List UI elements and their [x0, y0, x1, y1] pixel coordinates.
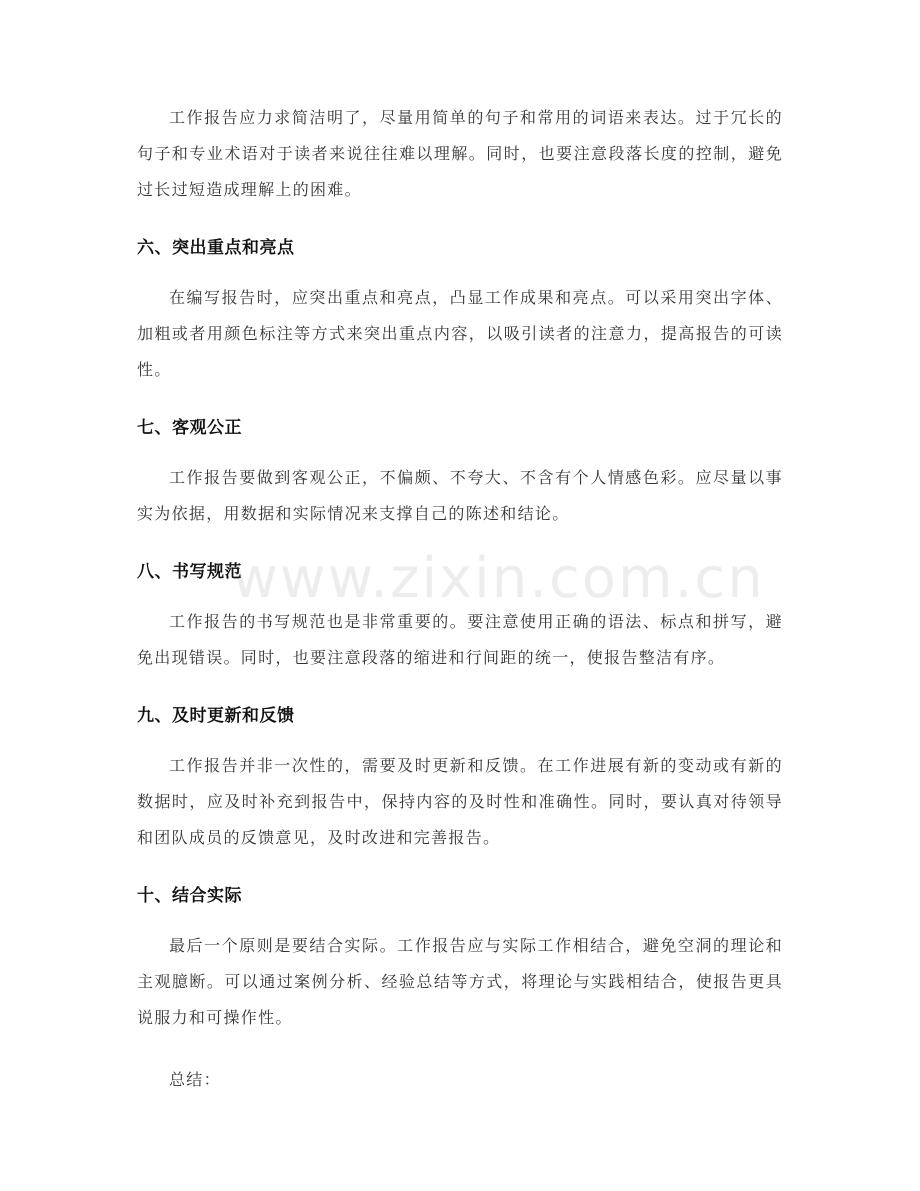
- document-page: [137, 100, 783, 1098]
- section-heading-7: 七、客观公正: [137, 418, 242, 438]
- section-body-8: 工作报告的书写规范也是非常重要的。要注意使用正确的语法、标点和拼写，避免出现错误。同时，也要注意段落的缩进和行间距的统一，使报告整洁有序。: [137, 612, 783, 667]
- summary-label: 总结：: [169, 1070, 221, 1089]
- section-heading-10: 十、结合实际: [137, 886, 242, 906]
- section-body-9: 工作报告并非一次性的，需要及时更新和反馈。在工作进展有新的变动或有新的数据时，应及时补充到报告中，保持内容的及时性和准确性。同时，要认真对待领导和团队成员的反馈意见，及时改进和完善报告。: [137, 756, 783, 847]
- section-heading-6: 六、突出重点和亮点: [137, 238, 295, 258]
- section-body-6: 在编写报告时，应突出重点和亮点，凸显工作成果和亮点。可以采用突出字体、加粗或者用颜色标注等方式来突出重点内容，以吸引读者的注意力，提高报告的可读性。: [137, 288, 783, 379]
- section-body-7: 工作报告要做到客观公正，不偏颇、不夸大、不含有个人情感色彩。应尽量以事实为依据，用数据和实际情况来支撑自己的陈述和结论。: [137, 468, 783, 523]
- watermark: www.zixin.com.cn: [232, 546, 765, 611]
- section-heading-9: 九、及时更新和反馈: [137, 706, 295, 726]
- section-heading-8: 八、书写规范: [137, 562, 242, 582]
- section-body-10: 最后一个原则是要结合实际。工作报告应与实际工作相结合，避免空洞的理论和主观臆断。可以通过案例分析、经验总结等方式，将理论与实践相结合，使报告更具说服力和可操作性。: [137, 936, 783, 1027]
- intro-paragraph: 工作报告应力求简洁明了，尽量用简单的句子和常用的词语来表达。过于冗长的句子和专业术语对于读者来说往往难以理解。同时，也要注意段落长度的控制，避免过长过短造成理解上的困难。: [137, 108, 783, 199]
